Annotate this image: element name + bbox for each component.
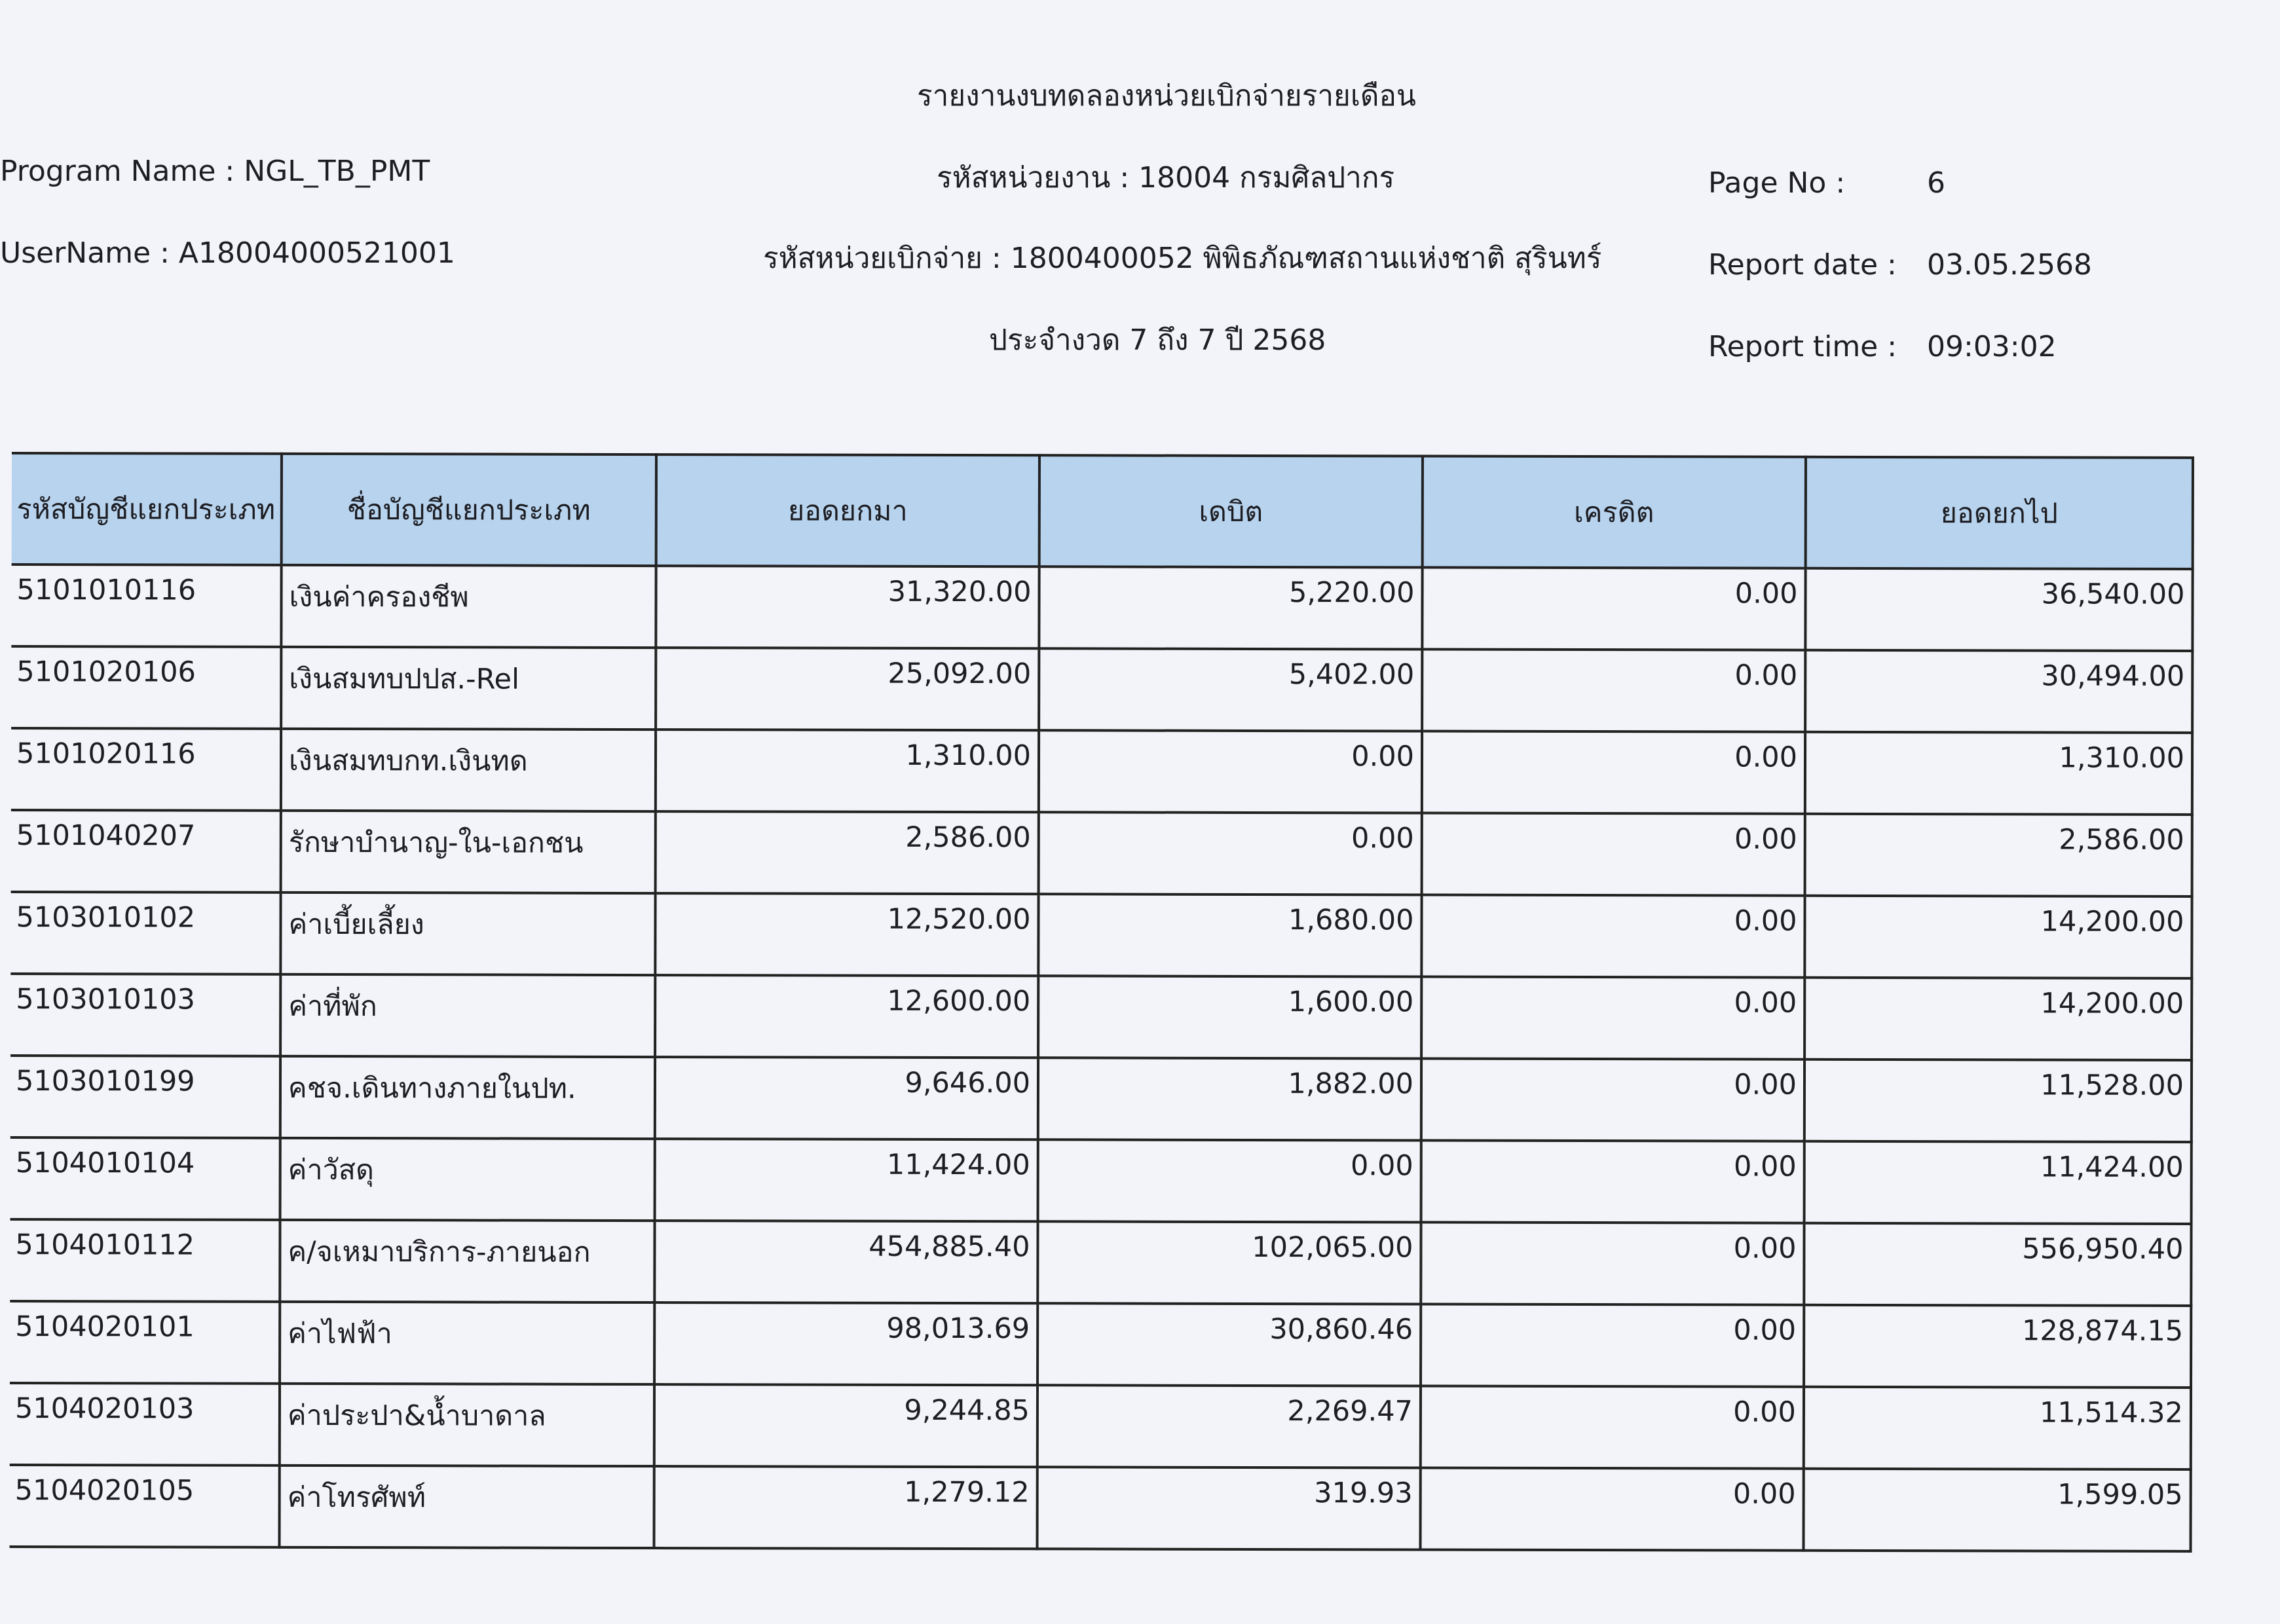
table-row: [10, 892, 2192, 978]
table-row: [11, 810, 2192, 896]
debit-cell: 0.00: [1038, 1139, 1421, 1222]
debit-cell: 102,065.00: [1037, 1221, 1421, 1304]
carried-forward-cell: 2,586.00: [1805, 814, 2192, 896]
table-row: [11, 646, 2192, 733]
table-row: [9, 1465, 2190, 1551]
credit-cell: 0.00: [1421, 1304, 1804, 1387]
carried-forward-cell: 30,494.00: [1805, 650, 2192, 733]
brought-forward-cell: 454,885.40: [654, 1221, 1037, 1303]
debit-cell: 1,680.00: [1038, 894, 1421, 976]
debit-cell: 0.00: [1039, 812, 1422, 895]
page-no-label: Page No :: [1708, 166, 1846, 200]
brought-forward-cell: 31,320.00: [656, 566, 1039, 648]
credit-cell: 0.00: [1422, 813, 1805, 896]
credit-cell: 0.00: [1421, 895, 1804, 978]
carried-forward-cell: 11,528.00: [1804, 1060, 2192, 1142]
brought-forward-cell: 1,310.00: [656, 729, 1039, 812]
carried-forward-cell: 556,950.40: [1804, 1223, 2191, 1306]
account-name-cell: ค่าวัสดุ: [280, 1138, 655, 1221]
report-period: ประจำงวด 7 ถึง 7 ปี 2568: [989, 323, 1326, 357]
table-row: [10, 974, 2192, 1060]
account-code-cell: 5101020116: [11, 728, 281, 811]
account-code-cell: 5103010103: [10, 974, 280, 1056]
credit-cell: 0.00: [1421, 1059, 1804, 1141]
credit-cell: 0.00: [1421, 1141, 1804, 1223]
account-code-cell: 5104010104: [10, 1137, 280, 1220]
brought-forward-cell: 2,586.00: [656, 811, 1039, 894]
report-date-label: Report date :: [1708, 248, 1897, 282]
debit-cell: 5,220.00: [1039, 566, 1422, 649]
credit-cell: 0.00: [1420, 1468, 1803, 1551]
credit-cell: 0.00: [1422, 568, 1805, 650]
trial-balance-table: [9, 452, 2194, 1553]
column-header-brought-forward: ยอดยกมา: [656, 454, 1039, 566]
account-name-cell: ค่าโทรศัพท์: [279, 1466, 654, 1548]
table-header-row: [12, 453, 2193, 569]
account-code-cell: 5101010116: [11, 564, 281, 647]
account-code-cell: 5101020106: [11, 646, 281, 729]
account-name-cell: ค่าเบี้ยเลี้ยง: [280, 893, 655, 975]
disbursing-unit: รหัสหน่วยเบิกจ่าย : 1800400052 พิพิธภัณฑสถานแห่งชาติ สุรินทร์: [763, 242, 1602, 275]
carried-forward-cell: 1,310.00: [1805, 732, 2192, 815]
report-time-value: 09:03:02: [1927, 330, 2057, 363]
carried-forward-cell: 128,874.15: [1804, 1305, 2191, 1388]
table-row: [10, 1056, 2192, 1142]
account-name-cell: เงินค่าครองชีพ: [281, 565, 656, 648]
user-name: UserName : A18004000521001: [0, 236, 455, 270]
carried-forward-cell: 14,200.00: [1804, 978, 2192, 1060]
account-code-cell: 5104020101: [10, 1301, 280, 1384]
credit-cell: 0.00: [1421, 1223, 1804, 1305]
carried-forward-cell: 11,514.32: [1804, 1387, 2191, 1469]
debit-cell: 1,882.00: [1038, 1058, 1421, 1140]
account-code-cell: 5103010199: [10, 1056, 280, 1138]
credit-cell: 0.00: [1421, 977, 1804, 1060]
brought-forward-cell: 25,092.00: [656, 648, 1039, 730]
account-name-cell: เงินสมทบปปส.-Rel: [281, 647, 656, 729]
column-header-debit: เดบิต: [1039, 455, 1423, 567]
account-code-cell: 5104010112: [10, 1219, 280, 1302]
brought-forward-cell: 11,424.00: [655, 1139, 1038, 1221]
credit-cell: 0.00: [1422, 650, 1805, 732]
carried-forward-cell: 36,540.00: [1805, 568, 2192, 651]
unit-code: รหัสหน่วยงาน : 18004 กรมศิลปากร: [937, 161, 1395, 194]
carried-forward-cell: 14,200.00: [1804, 896, 2192, 978]
page-no-value: 6: [1927, 166, 1945, 200]
table-row: [10, 1301, 2191, 1388]
column-header-account-name: ชื่อบัญชีแยกประเภท: [282, 454, 656, 566]
carried-forward-cell: 11,424.00: [1804, 1141, 2192, 1224]
report-date-value: 03.05.2568: [1927, 248, 2092, 282]
brought-forward-cell: 9,244.85: [654, 1384, 1037, 1467]
table-row: [11, 564, 2192, 651]
account-code-cell: 5103010102: [10, 892, 280, 974]
account-name-cell: ค/จเหมาบริการ-ภายนอก: [280, 1220, 654, 1302]
debit-cell: 319.93: [1037, 1467, 1420, 1549]
account-name-cell: คชจ.เดินทางภายในปท.: [280, 1056, 655, 1139]
brought-forward-cell: 12,520.00: [655, 893, 1038, 976]
column-header-credit: เครดิต: [1423, 456, 1806, 568]
debit-cell: 30,860.46: [1037, 1303, 1421, 1386]
table-row: [10, 1383, 2191, 1469]
brought-forward-cell: 12,600.00: [655, 975, 1038, 1058]
carried-forward-cell: 1,599.05: [1803, 1469, 2190, 1551]
table-body: [9, 564, 2192, 1551]
account-name-cell: เงินสมทบกท.เงินทด: [281, 729, 656, 811]
brought-forward-cell: 1,279.12: [654, 1466, 1037, 1549]
account-name-cell: ค่าประปา&น้ำบาดาล: [280, 1384, 654, 1466]
account-code-cell: 5104020103: [10, 1383, 280, 1466]
brought-forward-cell: 9,646.00: [655, 1057, 1038, 1139]
brought-forward-cell: 98,013.69: [654, 1302, 1037, 1385]
debit-cell: 2,269.47: [1037, 1385, 1421, 1467]
credit-cell: 0.00: [1422, 731, 1805, 814]
account-code-cell: 5101040207: [11, 810, 281, 893]
debit-cell: 5,402.00: [1039, 648, 1422, 731]
debit-cell: 1,600.00: [1038, 976, 1421, 1058]
account-name-cell: ค่าที่พัก: [280, 974, 655, 1057]
account-code-cell: 5104020105: [9, 1465, 279, 1547]
program-name: Program Name : NGL_TB_PMT: [0, 155, 430, 188]
credit-cell: 0.00: [1421, 1386, 1804, 1469]
table-row: [10, 1219, 2191, 1306]
column-header-carried-forward: ยอดยกไป: [1806, 457, 2193, 569]
column-header-account-code: รหัสบัญชีแยกประเภท: [12, 453, 282, 565]
table-row: [11, 728, 2192, 815]
report-title: รายงานงบทดลองหน่วยเบิกจ่ายรายเดือน: [917, 79, 1416, 113]
table-row: [10, 1137, 2192, 1224]
account-name-cell: รักษาบำนาญ-ใน-เอกชน: [281, 811, 656, 893]
account-name-cell: ค่าไฟฟ้า: [280, 1302, 654, 1384]
report-time-label: Report time :: [1708, 330, 1897, 363]
debit-cell: 0.00: [1039, 730, 1422, 813]
